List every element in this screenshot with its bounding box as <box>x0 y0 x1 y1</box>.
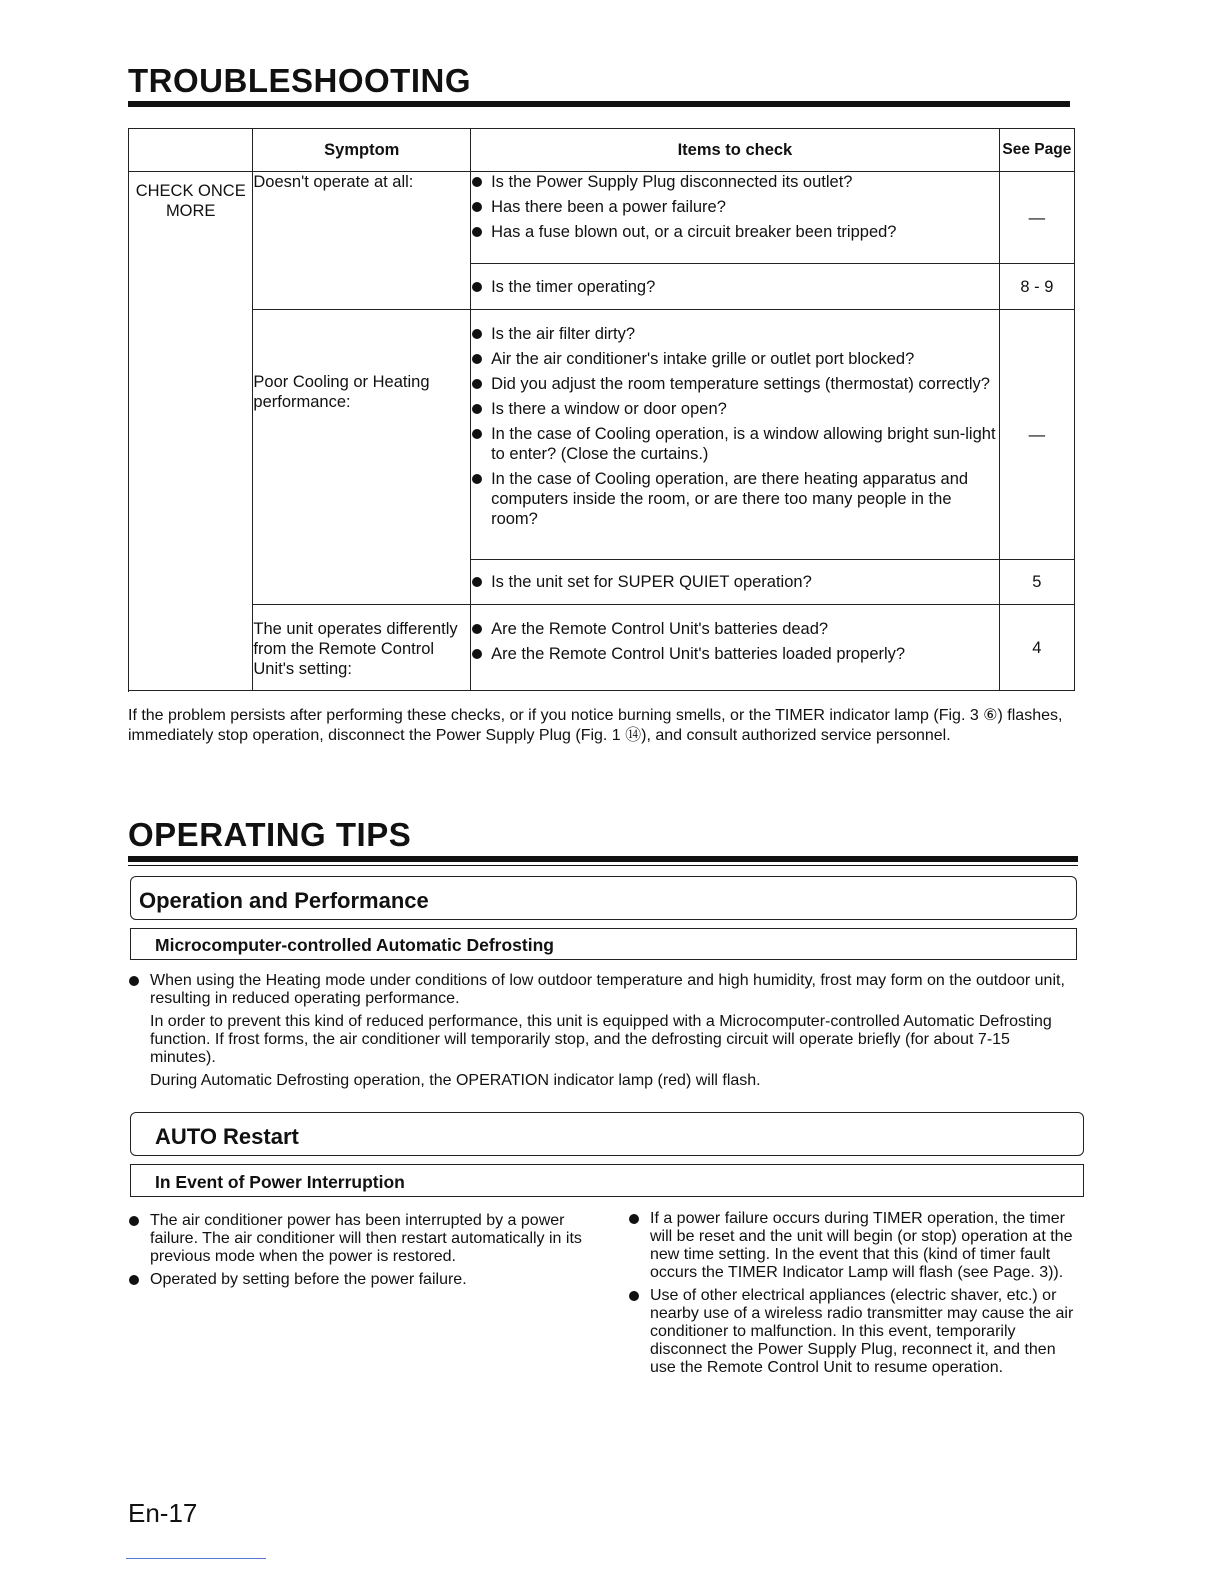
operating-tips-title: OPERATING TIPS <box>128 816 412 853</box>
troubleshooting-title: TROUBLESHOOTING <box>128 62 471 99</box>
list-item: If a power failure occurs during TIMER operation, the timer will be reset and the unit will begin (or stop) operation at the new time setting. In the event that this (kind of timer fault occurs the TIMER Indicator Lamp will flash (see Page. 3)). <box>628 1210 1083 1282</box>
table-header-row <box>129 129 1075 172</box>
symptom-cell: Poor Cooling or Heating performance: <box>253 310 471 605</box>
paragraph: During Automatic Defrosting operation, the OPERATION indicator lamp (red) will flash. <box>150 1072 761 1089</box>
paragraph: In order to prevent this kind of reduced performance, this unit is equipped with a Microcomputer-controlled Automatic Defrosting function. If frost forms, the air conditioner will temporarily stop, and the defrosting circuit will operate briefly (for about 7-15 minutes). <box>150 1013 1052 1066</box>
page-ref: — <box>999 172 1074 264</box>
items-cell <box>471 264 1000 310</box>
auto-restart-left <box>128 1212 586 1294</box>
list-item: Use of other electrical appliances (electric shaver, etc.) or nearby use of a wireless radio transmitter may cause the air conditioner to malfunction. In this event, temporarily disconnect the Power Supply Plug, reconnect it, and then use the Remote Control Unit to resume operation. <box>628 1287 1083 1377</box>
list-item: Are the Remote Control Unit's batteries loaded properly? <box>471 644 999 664</box>
tips-rule <box>128 856 1078 862</box>
items-cell <box>471 605 1000 691</box>
list-item: Has there been a power failure? <box>471 197 999 217</box>
title-rule <box>128 101 1070 107</box>
list-item: Is the unit set for SUPER QUIET operation? <box>471 572 999 592</box>
list-item: In the case of Cooling operation, is a window allowing bright sun-light to enter? (Close the curtains.) <box>471 424 999 464</box>
table-row <box>129 605 1075 691</box>
section-title: Operation and Performance <box>139 888 429 913</box>
list-item: Is the air filter dirty? <box>471 324 999 344</box>
items-cell <box>471 560 1000 605</box>
items-cell <box>471 310 1000 560</box>
symptom-cell: Doesn't operate at all: <box>253 172 471 310</box>
header-empty <box>129 129 253 172</box>
troubleshooting-note: If the problem persists after performing these checks, or if you notice burning smells, or the TIMER indicator lamp (Fig. 3 ⑥) flashes, immediately stop operation, disconnect the Power Supply Plug (Fig. 1 ⑭), and consult authorized service personnel. <box>128 707 1063 744</box>
list-item: In the case of Cooling operation, are there heating apparatus and computers inside the room, or are there too many people in the room? <box>471 469 999 529</box>
section-title: AUTO Restart <box>155 1124 299 1149</box>
symptom-cell: The unit operates differently from the Remote Control Unit's setting: <box>253 605 471 691</box>
footer-divider <box>126 1558 266 1559</box>
subsection-band-defrost <box>130 928 1077 960</box>
auto-restart-right <box>628 1210 1083 1382</box>
list-item: The air conditioner power has been interrupted by a power failure. The air conditioner will then restart automatically in its previous mode when the power is restored. <box>128 1212 586 1266</box>
list-item: Air the air conditioner's intake grille or outlet port blocked? <box>471 349 999 369</box>
troubleshooting-table <box>128 128 1075 691</box>
list-item: Is the Power Supply Plug disconnected its outlet? <box>471 172 999 192</box>
page-ref: — <box>999 310 1074 560</box>
page-ref: 4 <box>999 605 1074 691</box>
header-items: Items to check <box>471 129 1000 172</box>
items-cell <box>471 172 1000 264</box>
list-item: Are the Remote Control Unit's batteries dead? <box>471 619 999 639</box>
subsection-title: In Event of Power Interruption <box>155 1172 405 1192</box>
list-item: Is there a window or door open? <box>471 399 999 419</box>
list-item: Is the timer operating? <box>471 277 999 297</box>
list-item: Has a fuse blown out, or a circuit breaker been tripped? <box>471 222 999 242</box>
page-number: En-17 <box>128 1498 198 1528</box>
page-ref: 8 - 9 <box>999 264 1074 310</box>
section-band-operation <box>130 876 1077 920</box>
list-item: When using the Heating mode under conditions of low outdoor temperature and high humidity, frost may form on the outdoor unit, resulting in reduced operating performance. <box>128 972 1080 1008</box>
header-page: See Page <box>999 129 1074 172</box>
header-symptom: Symptom <box>253 129 471 172</box>
subsection-title: Microcomputer-controlled Automatic Defrosting <box>155 935 554 955</box>
table-row <box>129 172 1075 264</box>
check-once-more-label: CHECK ONCE MORE <box>129 172 253 691</box>
table-row <box>129 310 1075 560</box>
list-item: Did you adjust the room temperature settings (thermostat) correctly? <box>471 374 999 394</box>
defrost-text <box>128 972 1080 1095</box>
section-band-auto-restart <box>130 1112 1084 1156</box>
list-item: Operated by setting before the power failure. <box>128 1271 586 1289</box>
subsection-band-power <box>130 1164 1084 1197</box>
page-ref: 5 <box>999 560 1074 605</box>
tips-rule-thin <box>128 865 1078 866</box>
